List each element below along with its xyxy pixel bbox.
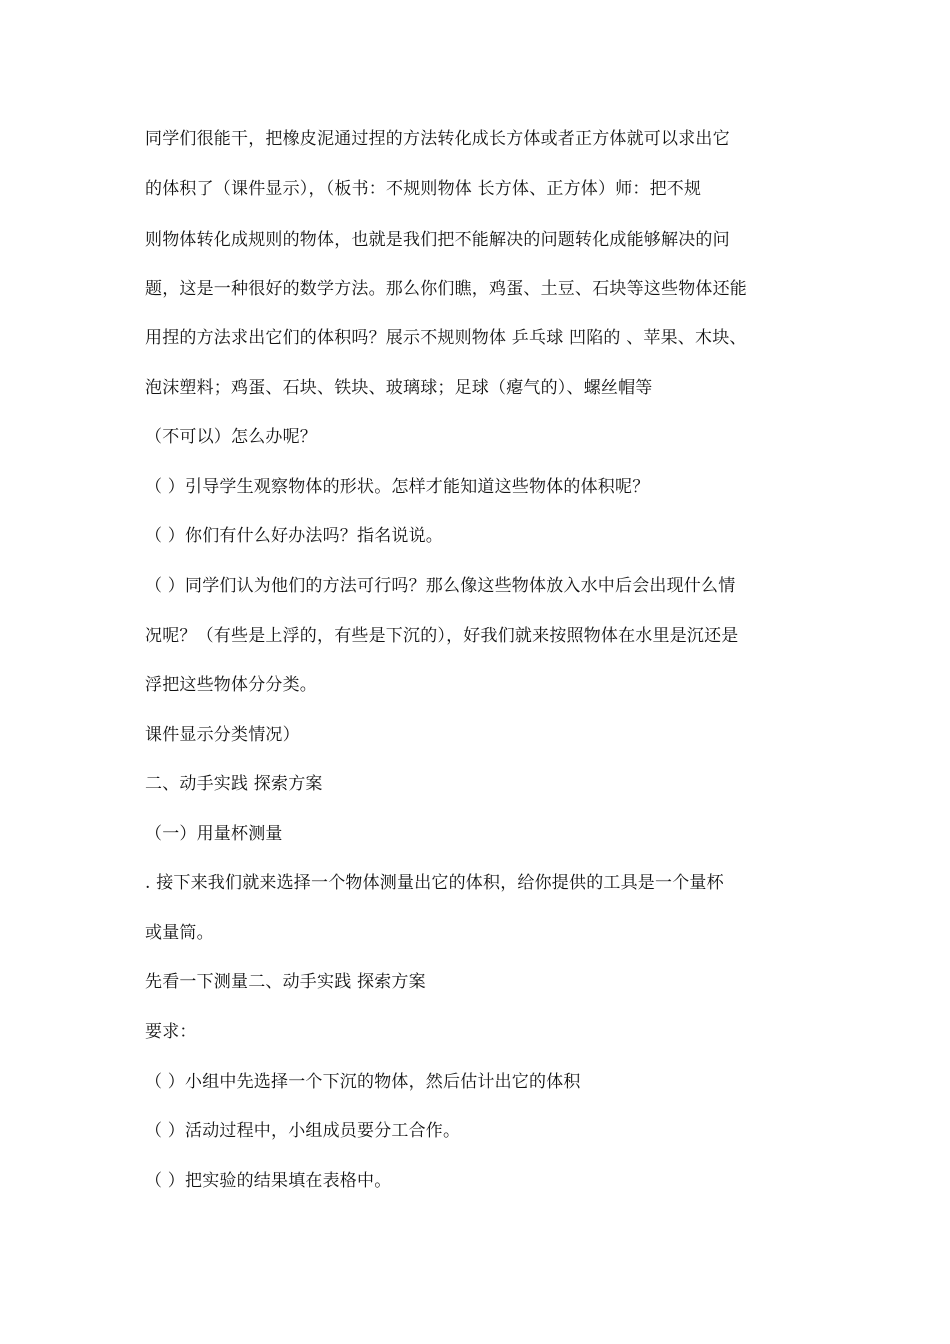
paragraph-line: 的体积了（课件显示），（板书：不规则物体 长方体、正方体）师：把不规 — [145, 179, 702, 199]
paragraph-line: （不可以）怎么办呢？ — [145, 427, 317, 447]
paragraph-line: 或量筒。 — [145, 923, 214, 943]
list-item: （ ）你们有什么好办法吗？指名说说。 — [145, 526, 444, 546]
section-heading: 二、动手实践 探索方案 — [145, 774, 323, 794]
paragraph-line: 用捏的方法求出它们的体积吗？展示不规则物体 乒乓球 凹陷的 、苹果、木块、 — [145, 328, 747, 348]
paragraph-line: 题，这是一种很好的数学方法。那么你们瞧，鸡蛋、土豆、石块等这些物体还能 — [145, 279, 747, 299]
requirements-label: 要求： — [145, 1022, 197, 1042]
paragraph-line: . 接下来我们就来选择一个物体测量出它的体积，给你提供的工具是一个量杯 — [145, 873, 724, 893]
list-item: （ ）活动过程中，小组成员要分工合作。 — [145, 1121, 461, 1141]
paragraph-line: 况呢？（有些是上浮的，有些是下沉的），好我们就来按照物体在水里是沉还是 — [145, 626, 739, 646]
list-item: （ ）把实验的结果填在表格中。 — [145, 1171, 392, 1191]
paragraph-line: 课件显示分类情况） — [145, 725, 300, 745]
paragraph-line: 则物体转化成规则的物体，也就是我们把不能解决的问题转化成能够解决的问 — [145, 230, 730, 250]
list-item: （ ）同学们认为他们的方法可行吗？那么像这些物体放入水中后会出现什么情 — [145, 576, 736, 596]
paragraph-line: 同学们很能干，把橡皮泥通过捏的方法转化成长方体或者正方体就可以求出它 — [145, 129, 730, 149]
list-item: （ ）引导学生观察物体的形状。怎样才能知道这些物体的体积呢？ — [145, 477, 650, 497]
subsection-heading: （一）用量杯测量 — [145, 824, 283, 844]
list-item: （ ）小组中先选择一个下沉的物体，然后估计出它的体积 — [145, 1072, 581, 1092]
paragraph-line: 泡沫塑料；鸡蛋、石块、铁块、玻璃球；足球（瘪气的）、螺丝帽等 — [145, 378, 653, 398]
paragraph-line: 先看一下测量二、动手实践 探索方案 — [145, 972, 426, 992]
paragraph-line: 浮把这些物体分分类。 — [145, 675, 317, 695]
